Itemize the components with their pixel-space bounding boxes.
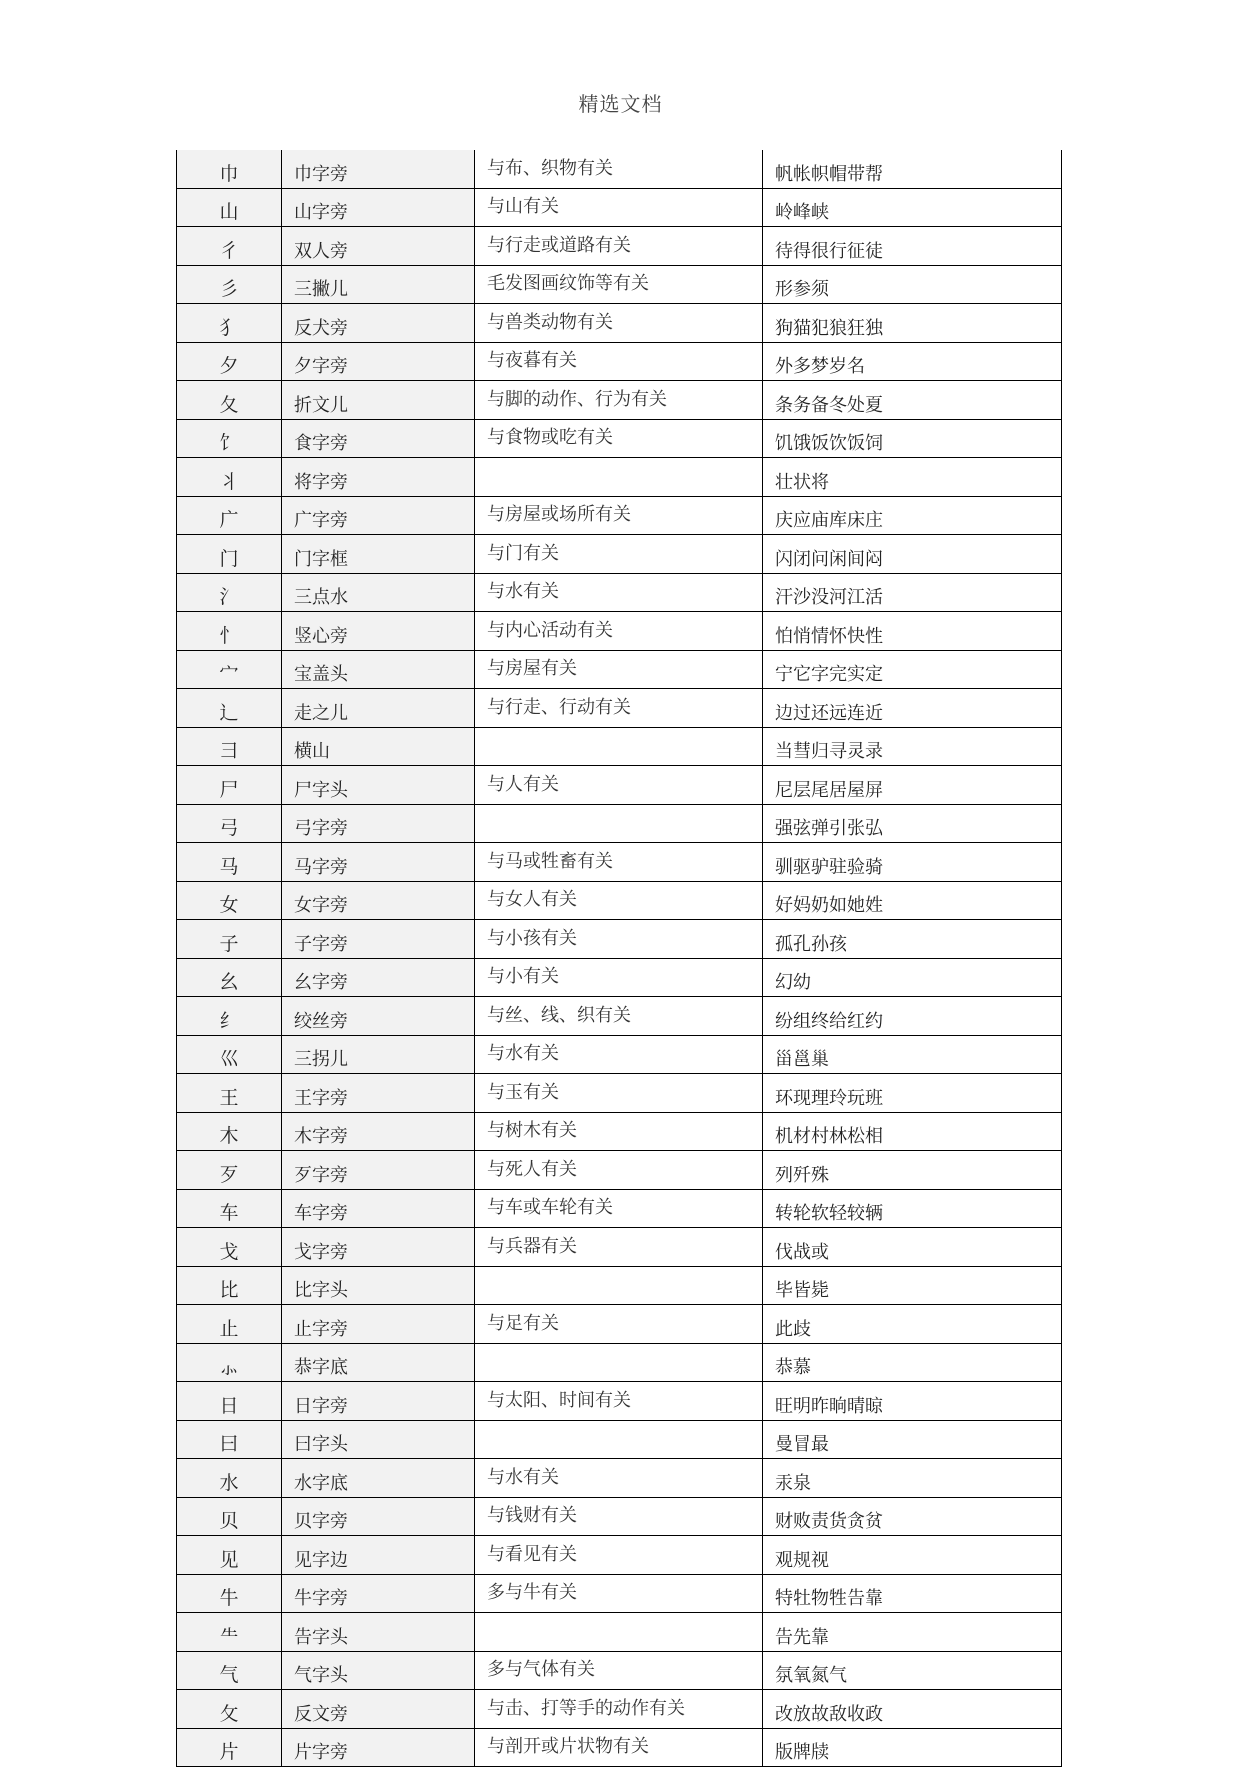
radical-name-cell: 宝盖头 [282,650,475,689]
examples-cell: 边过还远连近 [763,689,1062,728]
examples-cell: 待得很行征徒 [763,227,1062,266]
radical-cell: 贝 [177,1497,282,1536]
table-row [177,1382,1062,1421]
radical-name-cell: 走之儿 [282,689,475,728]
examples-cell: 外多梦岁名 [763,342,1062,381]
radical-cell: 止 [177,1305,282,1344]
examples-cell: 环现理玲玩班 [763,1074,1062,1113]
radical-cell: 王 [177,1074,282,1113]
radical-name-cell: 王字旁 [282,1074,475,1113]
radical-cell: 饣 [177,419,282,458]
radical-cell: 女 [177,881,282,920]
examples-cell: 饥饿饭饮饭饲 [763,419,1062,458]
meaning-cell: 多与牛有关 [475,1574,763,1613]
radical-name-cell: 片字旁 [282,1728,475,1767]
meaning-cell: 与水有关 [475,573,763,612]
table-row [177,1536,1062,1575]
radical-name-cell: 曰字头 [282,1420,475,1459]
radical-name-cell: 气字头 [282,1651,475,1690]
meaning-cell: 与兽类动物有关 [475,304,763,343]
meaning-cell: 与布、织物有关 [475,150,763,188]
radical-table-body [177,150,1062,1767]
radical-cell: ⺗ [177,1343,282,1382]
radical-cell: 宀 [177,650,282,689]
radical-cell: 水 [177,1459,282,1498]
examples-cell: 闪闭问闲间闷 [763,535,1062,574]
table-row [177,1151,1062,1190]
meaning-cell: 与死人有关 [475,1151,763,1190]
radical-name-cell: 幺字旁 [282,958,475,997]
meaning-cell: 与人有关 [475,766,763,805]
meaning-cell: 与水有关 [475,1035,763,1074]
examples-cell: 强弦弹引张弘 [763,804,1062,843]
table-row [177,573,1062,612]
table-row [177,342,1062,381]
table-row [177,1728,1062,1767]
meaning-cell [475,1343,763,1382]
table-row [177,1112,1062,1151]
meaning-cell: 与兵器有关 [475,1228,763,1267]
table-row [177,1035,1062,1074]
examples-cell: 恭慕 [763,1343,1062,1382]
radical-name-cell: 反文旁 [282,1690,475,1729]
table-row [177,650,1062,689]
radical-name-cell: 马字旁 [282,843,475,882]
radical-name-cell: 车字旁 [282,1189,475,1228]
radical-name-cell: 山字旁 [282,188,475,227]
meaning-cell: 与房屋有关 [475,650,763,689]
table-row [177,1305,1062,1344]
table-row [177,920,1062,959]
meaning-cell: 与剖开或片状物有关 [475,1728,763,1767]
radical-name-cell: 歹字旁 [282,1151,475,1190]
table-row [177,227,1062,266]
meaning-cell: 与玉有关 [475,1074,763,1113]
table-row [177,419,1062,458]
radical-cell: 马 [177,843,282,882]
meaning-cell: 与夜暮有关 [475,342,763,381]
table-row [177,1074,1062,1113]
table-row [177,150,1062,188]
radical-cell: 夕 [177,342,282,381]
table-row [177,997,1062,1036]
examples-cell: 伐战或 [763,1228,1062,1267]
meaning-cell: 与食物或吃有关 [475,419,763,458]
table-row [177,304,1062,343]
examples-cell: 孤孔孙孩 [763,920,1062,959]
radical-cell: 丬 [177,458,282,497]
radical-name-cell: 反犬旁 [282,304,475,343]
radical-name-cell: 竖心旁 [282,612,475,651]
meaning-cell: 与脚的动作、行为有关 [475,381,763,420]
table-row [177,1459,1062,1498]
meaning-cell: 与足有关 [475,1305,763,1344]
table-row [177,958,1062,997]
radical-cell: 子 [177,920,282,959]
meaning-cell: 与看见有关 [475,1536,763,1575]
table-row [177,265,1062,304]
examples-cell: 纷组终给红约 [763,997,1062,1036]
table-row [177,1266,1062,1305]
table-row [177,1574,1062,1613]
examples-cell: 幻幼 [763,958,1062,997]
radical-name-cell: 门字框 [282,535,475,574]
table-row [177,689,1062,728]
radical-cell: 日 [177,1382,282,1421]
examples-cell: 改放故敌收政 [763,1690,1062,1729]
radical-cell: 戈 [177,1228,282,1267]
radical-name-cell: 比字头 [282,1266,475,1305]
examples-cell: 告先靠 [763,1613,1062,1652]
examples-cell: 庆应庙库床庄 [763,496,1062,535]
table-row [177,381,1062,420]
meaning-cell: 与丝、线、织有关 [475,997,763,1036]
radical-cell: 山 [177,188,282,227]
radical-name-cell: 三点水 [282,573,475,612]
examples-cell: 观规视 [763,1536,1062,1575]
examples-cell: 当彗归寻灵录 [763,727,1062,766]
table-row [177,612,1062,651]
radical-name-cell: 巾字旁 [282,150,475,188]
meaning-cell [475,1420,763,1459]
radical-cell: 犭 [177,304,282,343]
meaning-cell: 与内心活动有关 [475,612,763,651]
radical-cell: 攵 [177,1690,282,1729]
meaning-cell [475,804,763,843]
radical-name-cell: 食字旁 [282,419,475,458]
meaning-cell: 毛发图画纹饰等有关 [475,265,763,304]
examples-cell: 尼层尾居屋屏 [763,766,1062,805]
meaning-cell: 与女人有关 [475,881,763,920]
radical-name-cell: 三拐儿 [282,1035,475,1074]
radical-cell: 歹 [177,1151,282,1190]
radical-name-cell: 双人旁 [282,227,475,266]
meaning-cell: 与小孩有关 [475,920,763,959]
meaning-cell: 与钱财有关 [475,1497,763,1536]
radical-cell: 比 [177,1266,282,1305]
radical-cell: 彐 [177,727,282,766]
meaning-cell: 多与气体有关 [475,1651,763,1690]
examples-cell: 旺明昨晌晴晾 [763,1382,1062,1421]
meaning-cell: 与树木有关 [475,1112,763,1151]
meaning-cell: 与水有关 [475,1459,763,1498]
examples-cell: 版牌牍 [763,1728,1062,1767]
table-row [177,496,1062,535]
radical-cell: 广 [177,496,282,535]
meaning-cell [475,1613,763,1652]
radical-name-cell: 横山 [282,727,475,766]
meaning-cell [475,458,763,497]
examples-cell: 怕悄情怀快性 [763,612,1062,651]
table-row [177,535,1062,574]
table-row [177,188,1062,227]
radical-cell: 曰 [177,1420,282,1459]
radical-name-cell: 子字旁 [282,920,475,959]
meaning-cell: 与马或牲畜有关 [475,843,763,882]
radical-name-cell: 将字旁 [282,458,475,497]
table-row [177,1651,1062,1690]
table-row [177,1613,1062,1652]
table-row [177,727,1062,766]
meaning-cell: 与击、打等手的动作有关 [475,1690,763,1729]
examples-cell: 汗沙没河江活 [763,573,1062,612]
meaning-cell: 与车或车轮有关 [475,1189,763,1228]
examples-cell: 汞泉 [763,1459,1062,1498]
radical-cell: 巾 [177,150,282,188]
radical-name-cell: 日字旁 [282,1382,475,1421]
radical-name-cell: 女字旁 [282,881,475,920]
radical-cell: 纟 [177,997,282,1036]
examples-cell: 狗猫犯狼狂独 [763,304,1062,343]
radical-table [176,150,1062,1767]
radical-name-cell: 木字旁 [282,1112,475,1151]
examples-cell: 转轮软轻较辆 [763,1189,1062,1228]
radical-name-cell: 尸字头 [282,766,475,805]
radical-cell: 尸 [177,766,282,805]
radical-cell: 彡 [177,265,282,304]
radical-cell: 幺 [177,958,282,997]
examples-cell: 财败责货贪贫 [763,1497,1062,1536]
table-row [177,1189,1062,1228]
table-row [177,458,1062,497]
radical-cell: 牛 [177,1574,282,1613]
radical-name-cell: 见字边 [282,1536,475,1575]
meaning-cell: 与太阳、时间有关 [475,1382,763,1421]
radical-cell: 氵 [177,573,282,612]
examples-cell: 曼冒最 [763,1420,1062,1459]
table-row [177,1420,1062,1459]
meaning-cell: 与房屋或场所有关 [475,496,763,535]
radical-name-cell: 夕字旁 [282,342,475,381]
examples-cell: 宁它字完实定 [763,650,1062,689]
examples-cell: 列歼殊 [763,1151,1062,1190]
examples-cell: 帆帐帜帽带帮 [763,150,1062,188]
radical-cell: 片 [177,1728,282,1767]
radical-name-cell: 广字旁 [282,496,475,535]
examples-cell: 岭峰峡 [763,188,1062,227]
examples-cell: 此歧 [763,1305,1062,1344]
radical-cell: ⺧ [177,1613,282,1652]
examples-cell: 甾邕巢 [763,1035,1062,1074]
meaning-cell: 与行走或道路有关 [475,227,763,266]
page-header-title: 精选文档 [578,92,663,116]
radical-cell: 辶 [177,689,282,728]
meaning-cell: 与山有关 [475,188,763,227]
examples-cell: 形参须 [763,265,1062,304]
meaning-cell [475,1266,763,1305]
radical-cell: 气 [177,1651,282,1690]
radical-cell: 巛 [177,1035,282,1074]
meaning-cell: 与门有关 [475,535,763,574]
radical-cell: 夂 [177,381,282,420]
radical-cell: 门 [177,535,282,574]
radical-name-cell: 三撇儿 [282,265,475,304]
table-row [177,804,1062,843]
radical-cell: 彳 [177,227,282,266]
radical-name-cell: 贝字旁 [282,1497,475,1536]
meaning-cell: 与行走、行动有关 [475,689,763,728]
table-row [177,1228,1062,1267]
meaning-cell: 与小有关 [475,958,763,997]
radical-cell: 见 [177,1536,282,1575]
examples-cell: 特牡物牲告靠 [763,1574,1062,1613]
examples-cell: 壮状将 [763,458,1062,497]
radical-cell: 忄 [177,612,282,651]
table-row [177,766,1062,805]
table-row [177,881,1062,920]
radical-cell: 车 [177,1189,282,1228]
radical-name-cell: 恭字底 [282,1343,475,1382]
radical-cell: 弓 [177,804,282,843]
examples-cell: 机材村林松相 [763,1112,1062,1151]
examples-cell: 好妈奶如她姓 [763,881,1062,920]
radical-cell: 木 [177,1112,282,1151]
radical-name-cell: 戈字旁 [282,1228,475,1267]
examples-cell: 毕皆毙 [763,1266,1062,1305]
table-row [177,1343,1062,1382]
radical-name-cell: 折文儿 [282,381,475,420]
meaning-cell [475,727,763,766]
radical-name-cell: 止字旁 [282,1305,475,1344]
radical-name-cell: 牛字旁 [282,1574,475,1613]
table-row [177,1690,1062,1729]
table-row [177,843,1062,882]
table-row [177,1497,1062,1536]
examples-cell: 条务备冬处夏 [763,381,1062,420]
radical-name-cell: 绞丝旁 [282,997,475,1036]
examples-cell: 驯驱驴驻验骑 [763,843,1062,882]
radical-name-cell: 水字底 [282,1459,475,1498]
radical-name-cell: 告字头 [282,1613,475,1652]
radical-name-cell: 弓字旁 [282,804,475,843]
examples-cell: 氛氧氮气 [763,1651,1062,1690]
